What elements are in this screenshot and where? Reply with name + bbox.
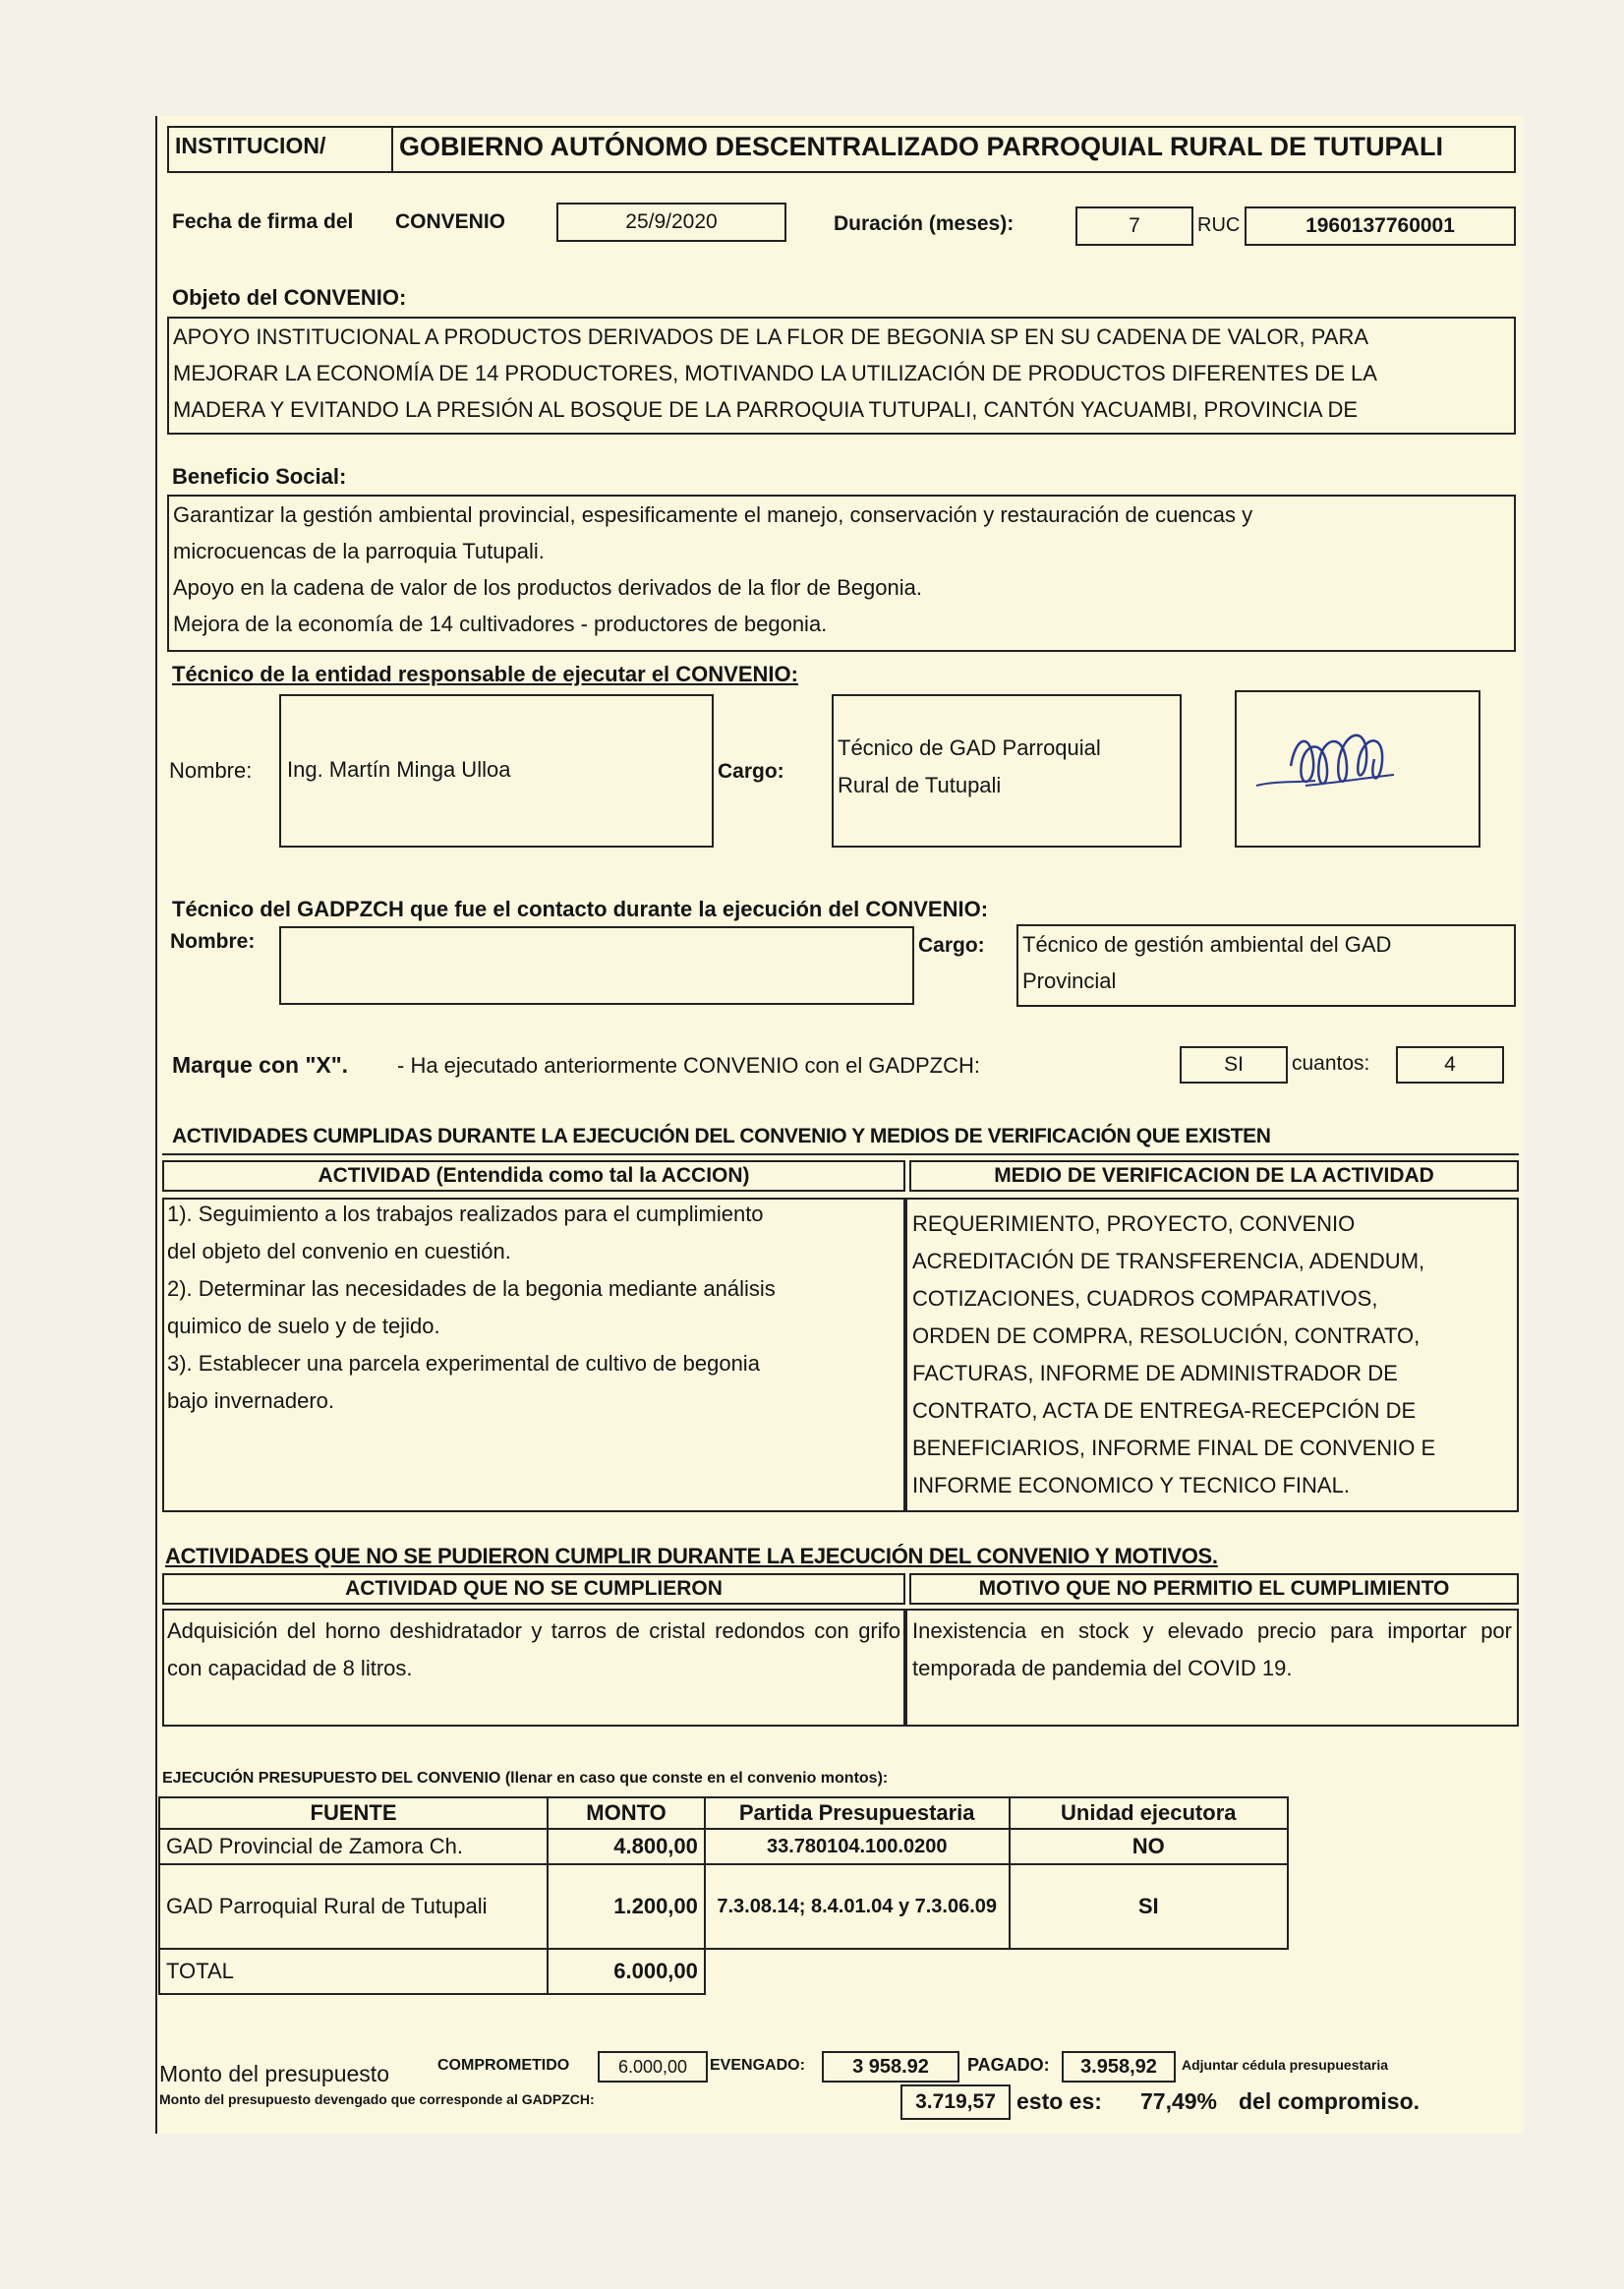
previous-answer-field[interactable]: SI <box>1180 1046 1288 1084</box>
technician-gad-name-label: Nombre: <box>170 930 256 953</box>
completed-verification-cell <box>905 1198 1519 1512</box>
budget-total-amount: 6.000,00 <box>548 1949 705 1994</box>
technician-entity-role-line: Técnico de GAD Parroquial <box>838 735 1101 760</box>
technician-gad-role-label: Cargo: <box>918 934 985 957</box>
budget-unit: NO <box>1010 1829 1288 1864</box>
committed-label: COMPROMETIDO <box>437 2057 570 2074</box>
budget-item: 33.780104.100.0200 <box>705 1829 1010 1864</box>
benefit-line: Apoyo en la cadena de valor de los productos derivados de la flor de Begonia. <box>173 575 922 600</box>
budget-header: Partida Presupuestaria <box>705 1797 1010 1829</box>
institution-divider <box>391 126 393 173</box>
budget-source: GAD Provincial de Zamora Ch. <box>159 1829 548 1864</box>
verification-line: ORDEN DE COMPRA, RESOLUCIÓN, CONTRATO, <box>912 1323 1421 1348</box>
benefit-line: Mejora de la economía de 14 cultivadores - productores de begonia. <box>173 612 828 636</box>
benefit-title: Beneficio Social: <box>172 464 347 489</box>
duration-field[interactable]: 7 <box>1075 206 1193 246</box>
budget-amount: 4.800,00 <box>548 1829 705 1864</box>
technician-entity-role-field[interactable] <box>832 694 1182 848</box>
technician-gad-role-line: Provincial <box>1022 968 1117 993</box>
count-field[interactable]: 4 <box>1396 1046 1504 1084</box>
ruc-label: RUC <box>1197 214 1241 236</box>
signature-box <box>1235 690 1480 848</box>
object-line: MEJORAR LA ECONOMÍA DE 14 PRODUCTORES, MOTIVANDO LA UTILIZACIÓN DE PRODUCTOS DIFERENTES DE LA <box>173 361 1377 385</box>
institution-name: GOBIERNO AUTÓNOMO DESCENTRALIZADO PARROQUIAL RURAL DE TUTUPALI <box>399 132 1443 161</box>
completed-col-activity: ACTIVIDAD (Entendida como tal la ACCION) <box>162 1160 905 1192</box>
technician-entity-role-line: Rural de Tutupali <box>838 773 1002 797</box>
date-field[interactable]: 25/9/2020 <box>556 203 786 242</box>
attach-note: Adjuntar cédula presupuestaria <box>1182 2057 1389 2073</box>
paid-field[interactable]: 3.958,92 <box>1062 2051 1176 2083</box>
accrued-field[interactable]: 3 958.92 <box>822 2051 959 2083</box>
benefit-line: Garantizar la gestión ambiental provincial, espesificamente el manejo, conservación y restauración de cuencas y <box>173 502 1253 527</box>
technician-gad-role-line: Técnico de gestión ambiental del GAD <box>1022 932 1392 957</box>
committed-field[interactable]: 6.000,00 <box>598 2051 708 2083</box>
completed-activity-line: 2). Determinar las necesidades de la begonia mediante análisis <box>167 1276 776 1301</box>
not-completed-activity: Adquisición del horno deshidratador y tarros de cristal redondos con grifo con capacidad de 8 litros. <box>167 1618 900 1680</box>
budget-unit: SI <box>1010 1864 1288 1949</box>
paid-label: PAGADO: <box>967 2055 1050 2075</box>
budget-table <box>158 1796 1289 1995</box>
accrued-label: EVENGADO: <box>710 2057 805 2074</box>
completed-activity-line: quimico de suelo y de tejido. <box>167 1314 440 1338</box>
completed-activity-line: 3). Establecer una parcela experimental de cultivo de begonia <box>167 1351 760 1376</box>
convenio-label: CONVENIO <box>395 210 506 233</box>
budget-amount: 1.200,00 <box>548 1864 705 1949</box>
completed-col-verification: MEDIO DE VERIFICACION DE LA ACTIVIDAD <box>909 1160 1519 1192</box>
object-title: Objeto del CONVENIO: <box>172 285 407 310</box>
this-is-label: esto es: <box>1016 2088 1102 2114</box>
verification-line: FACTURAS, INFORME DE ADMINISTRADOR DE <box>912 1361 1398 1385</box>
previous-question: - Ha ejecutado anteriormente CONVENIO con el GADPZCH: <box>397 1053 981 1078</box>
not-completed-reason: Inexistencia en stock y elevado precio para importar por temporada de pandemia del COVID 19. <box>912 1618 1512 1680</box>
verification-line: CONTRATO, ACTA DE ENTREGA-RECEPCIÓN DE <box>912 1398 1417 1423</box>
completed-activity-line: del objeto del convenio en cuestión. <box>167 1239 511 1263</box>
gadpzch-amount-field[interactable]: 3.719,57 <box>900 2084 1011 2120</box>
budget-source: GAD Parroquial Rural de Tutupali <box>159 1864 548 1949</box>
summary-label: Monto del presupuesto <box>159 2061 389 2086</box>
verification-line: ACREDITACIÓN DE TRANSFERENCIA, ADENDUM, <box>912 1249 1425 1273</box>
budget-item: 7.3.08.14; 8.4.01.04 y 7.3.06.09 <box>705 1864 1010 1949</box>
verification-line: REQUERIMIENTO, PROYECTO, CONVENIO <box>912 1211 1356 1236</box>
object-line: APOYO INSTITUCIONAL A PRODUCTOS DERIVADOS DE LA FLOR DE BEGONIA SP EN SU CADENA DE VALOR, PARA <box>173 324 1369 349</box>
date-label: Fecha de firma del <box>172 210 354 233</box>
technician-entity-title: Técnico de la entidad responsable de ejecutar el CONVENIO: <box>172 662 798 686</box>
verification-line: INFORME ECONOMICO Y TECNICO FINAL. <box>912 1473 1350 1497</box>
not-completed-col-activity: ACTIVIDAD QUE NO SE CUMPLIERON <box>162 1573 905 1605</box>
not-completed-col-reason: MOTIVO QUE NO PERMITIO EL CUMPLIMIENTO <box>909 1573 1519 1605</box>
completed-title: ACTIVIDADES CUMPLIDAS DURANTE LA EJECUCIÓN DEL CONVENIO Y MEDIOS DE VERIFICACIÓN QUE EXISTEN <box>172 1125 1271 1147</box>
verification-line: BENEFICIARIOS, INFORME FINAL DE CONVENIO E <box>912 1436 1436 1460</box>
count-label: cuantos: <box>1292 1052 1370 1075</box>
not-completed-title: ACTIVIDADES QUE NO SE PUDIERON CUMPLIR DURANTE LA EJECUCIÓN DEL CONVENIO Y MOTIVOS. <box>165 1544 1218 1568</box>
verification-line: COTIZACIONES, CUADROS COMPARATIVOS, <box>912 1286 1378 1311</box>
duration-label: Duración (meses): <box>834 212 1015 235</box>
object-line: MADERA Y EVITANDO LA PRESIÓN AL BOSQUE DE LA PARROQUIA TUTUPALI, CANTÓN YACUAMBI, PROVINCIA DE <box>173 397 1359 422</box>
institution-label: INSTITUCION/ <box>175 133 326 158</box>
technician-entity-name-label: Nombre: <box>169 758 253 783</box>
percent-value: 77,49% <box>1140 2088 1218 2114</box>
technician-gad-title: Técnico del GADPZCH que fue el contacto durante la ejecución del CONVENIO: <box>172 897 989 921</box>
completed-title-rule <box>162 1153 1519 1155</box>
technician-entity-name: Ing. Martín Minga Ulloa <box>287 757 511 782</box>
technician-gad-name-field[interactable] <box>279 926 914 1005</box>
budget-header: MONTO <box>548 1797 705 1829</box>
budget-title: EJECUCIÓN PRESUPUESTO DEL CONVENIO (llenar en caso que conste en el convenio montos): <box>162 1770 889 1787</box>
signature-mark <box>1237 692 1479 846</box>
completed-activity-line: bajo invernadero. <box>167 1388 335 1413</box>
ruc-field[interactable]: 1960137760001 <box>1245 206 1516 246</box>
mark-label: Marque con "X". <box>172 1052 349 1078</box>
budget-total-label: TOTAL <box>159 1949 548 1994</box>
benefit-line: microcuencas de la parroquia Tutupali. <box>173 539 545 563</box>
budget-header: Unidad ejecutora <box>1010 1797 1288 1829</box>
technician-entity-role-label: Cargo: <box>718 760 784 783</box>
gadpzch-label: Monto del presupuesto devengado que corresponde al GADPZCH: <box>159 2091 595 2107</box>
budget-header: FUENTE <box>159 1797 548 1829</box>
percent-suffix: del compromiso. <box>1239 2088 1421 2114</box>
completed-activity-line: 1). Seguimiento a los trabajos realizados para el cumplimiento <box>167 1202 764 1226</box>
